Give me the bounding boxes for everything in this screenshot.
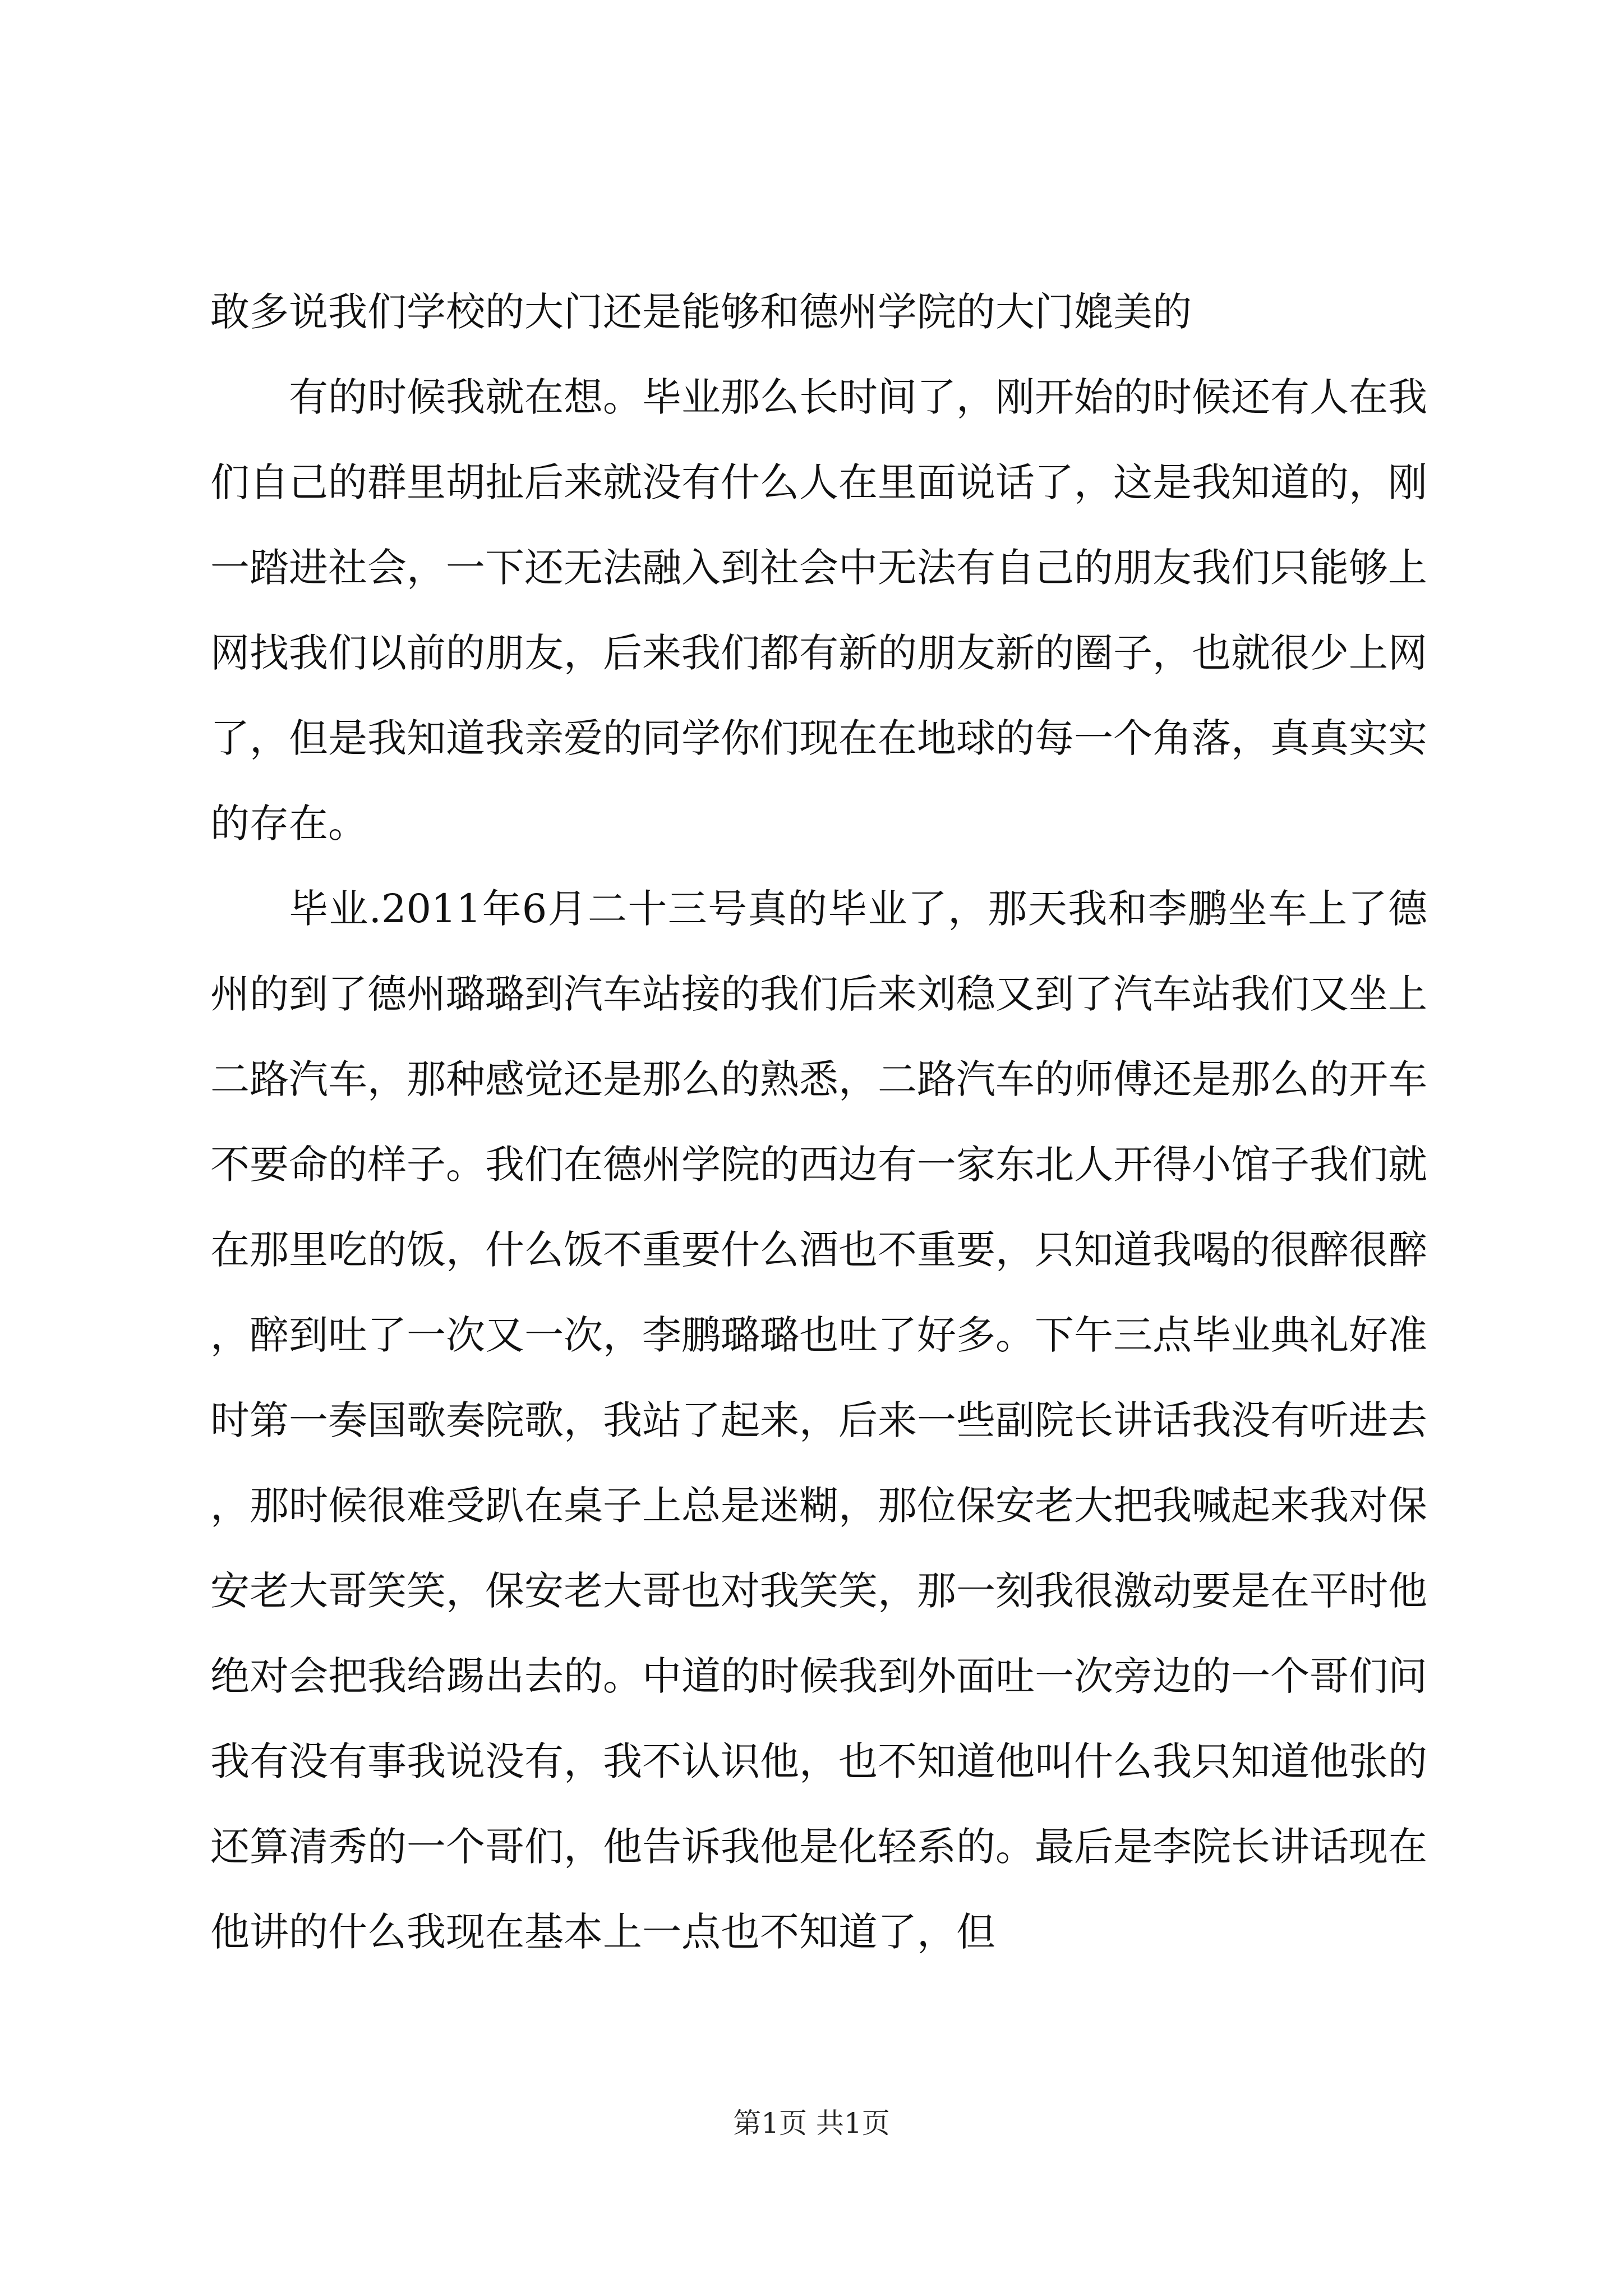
paragraph-reflection: 有的时候我就在想。毕业那么长时间了，刚开始的时候还有人在我们自己的群里胡扯后来就没有什么人在里面说话了，这是我知道的，刚一踏进社会，一下还无法融入到社会中无法有自己的朋友我们只能够上网找我们以前的朋友，后来我们都有新的朋友新的圈子，也就很少上网了，但是我知道我亲爱的同学你们现在在地球的每一个角落，真真实实的存在。 (210, 374, 1427, 846)
paragraph-continuation: 敢多说我们学校的大门还是能够和德州学院的大门媲美的 (210, 289, 1192, 335)
paragraph-graduation: 毕业.2011年6月二十三号真的毕业了，那天我和李鹏坐车上了德州的到了德州璐璐到汽车站接的我们后来刘稳又到了汽车站我们又坐上二路汽车，那种感觉还是那么的熟悉，二路汽车的师傅还是那么的开车不要命的样子。我们在德州学院的西边有一家东北人开得小馆子我们就在那里吃的饭，什么饭不重要什么酒也不重要，只知道我喝的很醉很醉，醉到吐了一次又一次，李鹏璐璐也吐了好多。下午三点毕业典礼好准时第一奏国歌奏院歌，我站了起来，后来一些副院长讲话我没有听进去，那时候很难受趴在桌子上总是迷糊，那位保安老大把我喊起来我对保安老大哥笑笑，保安老大哥也对我笑笑，那一刻我很激动要是在平时他绝对会把我给踢出去的。中道的时候我到外面吐一次旁边的一个哥们问我有没有事我说没有，我不认识他，也不知道他叫什么我只知道他张的还算清秀的一个哥们，他告诉我他是化轻系的。最后是李院长讲话现在他讲的什么我现在基本上一点也不知道了，但 (210, 886, 1427, 1955)
document-body (210, 269, 1427, 1975)
page-footer: 第1页 共1页 (733, 2107, 890, 2139)
